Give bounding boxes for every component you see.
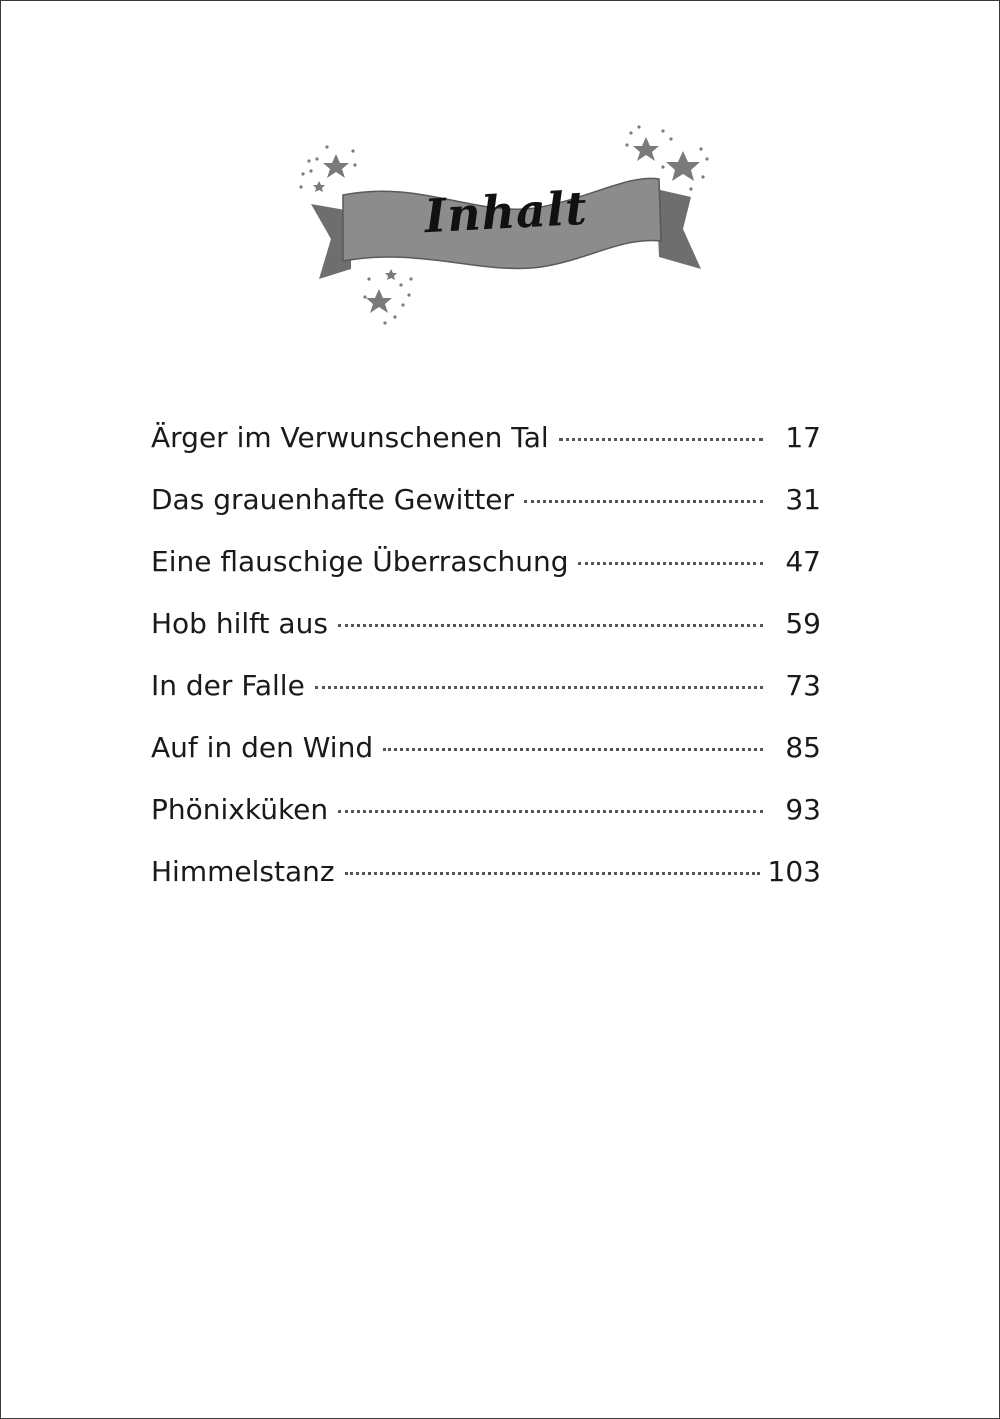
toc-entry-page: 85 <box>785 731 821 764</box>
dot-leader <box>338 810 763 813</box>
toc-entry-title: Hob hilft aus <box>151 607 328 640</box>
dot-leader <box>559 438 763 441</box>
toc-entry-title: Das grauenhafte Gewitter <box>151 483 515 516</box>
toc-entry[interactable] <box>151 855 821 917</box>
page-title: Inhalt <box>423 180 589 244</box>
toc-entry-page: 17 <box>785 421 821 454</box>
toc-entry-title: Eine flauschige Überraschung <box>151 545 569 578</box>
toc-entry-title: Himmelstanz <box>151 855 335 888</box>
dot-leader <box>338 624 763 627</box>
title-banner <box>291 119 721 339</box>
stars-top-left <box>299 145 356 192</box>
toc-entry[interactable] <box>151 421 821 483</box>
dot-leader <box>345 872 760 875</box>
dot-leader <box>524 500 763 503</box>
toc-entry-page: 31 <box>785 483 821 516</box>
toc-entry[interactable] <box>151 545 821 607</box>
toc-entry-title: Auf in den Wind <box>151 731 374 764</box>
dot-leader <box>315 686 763 689</box>
stars-bottom-left <box>363 269 412 325</box>
toc-entry-page: 103 <box>767 855 821 888</box>
toc-entry-title: In der Falle <box>151 669 305 702</box>
toc-entry[interactable] <box>151 607 821 669</box>
toc-entry-page: 59 <box>785 607 821 640</box>
toc-entry-title: Phönixküken <box>151 793 329 826</box>
table-of-contents <box>151 421 821 917</box>
toc-entry[interactable] <box>151 731 821 793</box>
dot-leader <box>383 748 763 751</box>
toc-entry-page: 73 <box>785 669 821 702</box>
dot-leader <box>578 562 763 565</box>
toc-entry-page: 47 <box>785 545 821 578</box>
ribbon-right-tail <box>656 189 701 269</box>
toc-entry[interactable] <box>151 669 821 731</box>
toc-entry[interactable] <box>151 793 821 855</box>
toc-entry-page: 93 <box>785 793 821 826</box>
toc-entry[interactable] <box>151 483 821 545</box>
toc-entry-title: Ärger im Verwunschenen Tal <box>151 421 549 454</box>
